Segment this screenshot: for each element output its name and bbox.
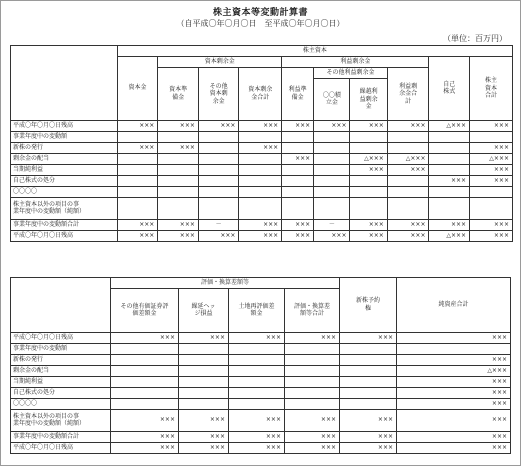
cell: ××× [350, 165, 387, 176]
row-label-new-issue: 新株の発行 [11, 355, 111, 366]
cell: ××× [111, 443, 179, 454]
cell: ××× [158, 231, 199, 242]
cell: ××× [239, 220, 282, 231]
cell: ××× [179, 410, 229, 432]
period-subtitle: （自平成〇年〇月〇日 至平成〇年〇月〇日） [176, 19, 345, 28]
table-row [11, 132, 513, 143]
header-retained-total [387, 68, 429, 121]
cell: ××× [314, 231, 350, 242]
cell: ××× [111, 333, 179, 344]
cell: ××× [239, 231, 282, 242]
cell [314, 143, 350, 154]
cell [387, 198, 429, 220]
cell: ××× [397, 388, 511, 399]
cell [229, 399, 285, 410]
table-row [11, 165, 513, 176]
cell [158, 132, 199, 143]
table-row [11, 366, 511, 377]
cell [285, 344, 340, 355]
cell: ××× [285, 443, 340, 454]
cell [429, 187, 470, 198]
cell [285, 377, 340, 388]
cell [111, 377, 179, 388]
cell: ××× [340, 443, 397, 454]
row-label-begin: 平成〇年〇月〇日残高 [11, 333, 111, 344]
cell [117, 154, 158, 165]
row-label-dividend: 剰余金の配当 [11, 154, 118, 165]
table-row [11, 344, 511, 355]
cell [229, 388, 285, 399]
header-valuation-total-text: 評価・換算差額等合計 [293, 302, 330, 318]
cell [198, 132, 239, 143]
cell [179, 377, 229, 388]
header-capital-surplus-total-text: 資本剰余金合計 [248, 86, 273, 101]
cell: ××× [340, 410, 397, 432]
cell: ××× [397, 377, 511, 388]
cell: ××× [285, 333, 340, 344]
cell [198, 176, 239, 187]
cell: △××× [387, 154, 429, 165]
cell [198, 165, 239, 176]
cell: － [198, 220, 239, 231]
cell [158, 154, 199, 165]
cell [314, 154, 350, 165]
cell [229, 366, 285, 377]
header-other-capital-surplus-text: その他資本剰余金 [209, 82, 228, 105]
cell [429, 132, 470, 143]
cell [397, 344, 511, 355]
cell: ××× [397, 410, 511, 432]
cell [314, 176, 350, 187]
cell [350, 198, 387, 220]
header-net-assets: 純資産合計 [397, 278, 511, 333]
cell [350, 187, 387, 198]
row-label-new-issue: 新株の発行 [11, 143, 118, 154]
cell [179, 355, 229, 366]
cell [282, 165, 314, 176]
header-capital: 資本金 [117, 57, 158, 121]
cell: ××× [470, 220, 513, 231]
cell: ××× [470, 121, 513, 132]
cell: ××× [179, 443, 229, 454]
cell [285, 399, 340, 410]
table-row [11, 220, 513, 231]
cell [111, 355, 179, 366]
cell [470, 132, 513, 143]
header-stock-rights [340, 278, 397, 333]
cell: ××× [117, 231, 158, 242]
header-retained-earnings: 利益剰余金 [282, 57, 429, 68]
cell [229, 355, 285, 366]
header-valuation-total [285, 289, 340, 333]
table-row [11, 432, 511, 443]
cell [285, 366, 340, 377]
cell: ××× [282, 231, 314, 242]
cell: ××× [397, 432, 511, 443]
cell: △××× [429, 121, 470, 132]
cell: △××× [429, 231, 470, 242]
cell [340, 377, 397, 388]
cell: ××× [282, 220, 314, 231]
cell: ××× [397, 399, 511, 410]
cell [340, 366, 397, 377]
table-row [11, 355, 511, 366]
cell: ××× [397, 333, 511, 344]
cell [179, 388, 229, 399]
header-land [229, 289, 285, 333]
table-row [11, 154, 513, 165]
row-label-oooo: 〇〇〇〇 [11, 399, 111, 410]
cell: ××× [285, 410, 340, 432]
table-row [11, 143, 513, 154]
cell [239, 198, 282, 220]
cell [282, 132, 314, 143]
cell: ××× [179, 432, 229, 443]
cell [229, 344, 285, 355]
cell: ××× [239, 121, 282, 132]
cell: ××× [397, 443, 511, 454]
header-shareholders-equity: 株主資本 [117, 46, 512, 57]
header-legal-reserve-text: 利益準備金 [288, 86, 307, 101]
cell: ××× [387, 220, 429, 231]
header-oo-reserve [314, 79, 350, 121]
cell: ××× [387, 231, 429, 242]
cell: ××× [111, 432, 179, 443]
valuation-net-assets-table [10, 277, 511, 454]
row-label-non-equity-line2: 業年度中の変動額（純額） [13, 419, 86, 427]
cell [179, 366, 229, 377]
cell [314, 132, 350, 143]
header-stock-rights-text: 新株予約権 [356, 297, 381, 312]
document-title: 株主資本等変動計算書 [212, 8, 308, 18]
cell [350, 176, 387, 187]
cell [198, 187, 239, 198]
row-label-net-income: 当期純利益 [11, 165, 118, 176]
cell: ××× [470, 176, 513, 187]
cell: ××× [282, 154, 314, 165]
header-securities [111, 289, 179, 333]
cell: ××× [470, 165, 513, 176]
cell: ××× [111, 410, 179, 432]
cell: ××× [350, 220, 387, 231]
row-label-oooo: 〇〇〇〇 [11, 187, 118, 198]
cell: ××× [387, 121, 429, 132]
cell [158, 187, 199, 198]
row-label-non-equity-line2: 業年度中の変動額（純額） [13, 207, 86, 215]
cell [117, 165, 158, 176]
cell: ××× [340, 432, 397, 443]
cell: △××× [397, 366, 511, 377]
unit-label: （単位：百万円） [443, 34, 507, 43]
cell [111, 344, 179, 355]
cell: ××× [117, 220, 158, 231]
cell: ××× [282, 121, 314, 132]
cell [429, 165, 470, 176]
cell [282, 143, 314, 154]
cell [239, 132, 282, 143]
cell: △××× [350, 154, 387, 165]
table-row [11, 121, 513, 132]
cell [117, 187, 158, 198]
cell [387, 132, 429, 143]
header-legal-reserve [282, 68, 314, 121]
row-label-begin: 平成〇年〇月〇日残高 [11, 121, 118, 132]
row-label-non-equity [11, 198, 118, 220]
cell [314, 165, 350, 176]
header-valuation-group: 評価・換算差額等 [111, 278, 340, 289]
header-equity-total [470, 57, 513, 121]
cell [314, 198, 350, 220]
cell [111, 366, 179, 377]
row-label-treasury-disposal: 自己株式の処分 [11, 388, 111, 399]
cell [282, 198, 314, 220]
header-retained-carried-text: 繰越利益剰余金 [359, 88, 378, 111]
table-row [11, 410, 511, 432]
cell: ××× [350, 121, 387, 132]
row-label-end: 平成〇年〇月〇日残高 [11, 231, 118, 242]
cell [198, 143, 239, 154]
cell [239, 154, 282, 165]
cell: ××× [158, 121, 199, 132]
row-label-treasury-disposal: 自己株式の処分 [11, 176, 118, 187]
cell: ××× [158, 143, 199, 154]
row-label-dividend: 剰余金の配当 [11, 366, 111, 377]
header-hedge [179, 289, 229, 333]
cell: ××× [429, 176, 470, 187]
header-corner [11, 46, 118, 121]
cell [429, 143, 470, 154]
cell: ××× [350, 231, 387, 242]
cell: ××× [158, 220, 199, 231]
header-capital-surplus: 資本剰余金 [158, 57, 282, 68]
row-label-changes: 事業年度中の変動額 [11, 132, 118, 143]
cell [198, 154, 239, 165]
cell [470, 198, 513, 220]
header-treasury-stock [429, 57, 470, 121]
cell: ××× [397, 355, 511, 366]
cell [282, 176, 314, 187]
cell [179, 344, 229, 355]
row-label-net-income: 当期純利益 [11, 377, 111, 388]
cell [340, 399, 397, 410]
table-row [11, 388, 511, 399]
header-treasury-stock-text: 自己株式 [443, 80, 456, 96]
row-label-non-equity [11, 410, 111, 432]
shareholders-equity-table [10, 45, 513, 242]
header-capital-reserve-text: 資本準備金 [169, 86, 188, 101]
cell: ××× [198, 121, 239, 132]
cell [350, 132, 387, 143]
cell [340, 344, 397, 355]
table-row [11, 333, 511, 344]
cell [285, 388, 340, 399]
cell: ××× [198, 231, 239, 242]
table-row [11, 198, 513, 220]
cell: ××× [117, 143, 158, 154]
header-retained-total-text: 利益剰余金合計 [399, 82, 418, 105]
cell: ××× [470, 231, 513, 242]
header-oo-reserve-text: 〇〇積立金 [322, 91, 341, 107]
cell [158, 165, 199, 176]
cell [117, 198, 158, 220]
header-hedge-text: 繰延ヘッジ損益 [191, 302, 216, 318]
cell: ××× [387, 165, 429, 176]
cell [340, 388, 397, 399]
cell [198, 198, 239, 220]
cell [239, 176, 282, 187]
row-label-total-change: 事業年度中の変動額合計 [11, 220, 118, 231]
header-capital-surplus-total [239, 68, 282, 121]
cell: － [314, 220, 350, 231]
header-securities-text: その他有価証券評価差額金 [120, 302, 169, 318]
cell [285, 355, 340, 366]
cell [387, 187, 429, 198]
header-retained-carried [350, 79, 387, 121]
cell: ××× [229, 443, 285, 454]
cell [340, 355, 397, 366]
cell [314, 187, 350, 198]
cell [239, 165, 282, 176]
cell [111, 388, 179, 399]
header-other-capital-surplus [198, 68, 239, 121]
cell [387, 176, 429, 187]
cell: ××× [117, 121, 158, 132]
cell [179, 399, 229, 410]
cell: ××× [470, 143, 513, 154]
row-label-end: 平成〇年〇月〇日残高 [11, 443, 111, 454]
table-row [11, 231, 513, 242]
row-label-non-equity-line1: 株主資本以外の項目の事 [13, 412, 80, 420]
table-row [11, 187, 513, 198]
cell: ××× [285, 432, 340, 443]
table-row [11, 176, 513, 187]
table-row [11, 377, 511, 388]
header-land-text: 土地再評価差額金 [238, 302, 275, 318]
row-label-changes: 事業年度中の変動額 [11, 344, 111, 355]
cell: ××× [229, 333, 285, 344]
cell [117, 132, 158, 143]
cell [117, 176, 158, 187]
row-label-total-change: 事業年度中の変動額合計 [11, 432, 111, 443]
header-corner-2 [11, 278, 111, 333]
cell [429, 198, 470, 220]
cell [350, 143, 387, 154]
row-label-non-equity-line1: 株主資本以外の項目の事 [13, 200, 80, 208]
cell [111, 399, 179, 410]
cell [229, 377, 285, 388]
cell [239, 187, 282, 198]
cell [158, 198, 199, 220]
header-capital-reserve [158, 68, 199, 121]
cell [429, 154, 470, 165]
table-row [11, 399, 511, 410]
cell: ××× [340, 333, 397, 344]
cell: ××× [229, 432, 285, 443]
table-row [11, 443, 511, 454]
cell [470, 187, 513, 198]
header-other-retained-earnings: その他利益剰余金 [314, 68, 388, 79]
header-equity-total-text: 株主資本合計 [485, 77, 498, 100]
cell [158, 176, 199, 187]
cell: ××× [179, 333, 229, 344]
cell [387, 143, 429, 154]
cell: ××× [229, 410, 285, 432]
cell: ××× [314, 121, 350, 132]
cell: △××× [470, 154, 513, 165]
cell [282, 187, 314, 198]
cell: ××× [239, 143, 282, 154]
cell: ××× [429, 220, 470, 231]
